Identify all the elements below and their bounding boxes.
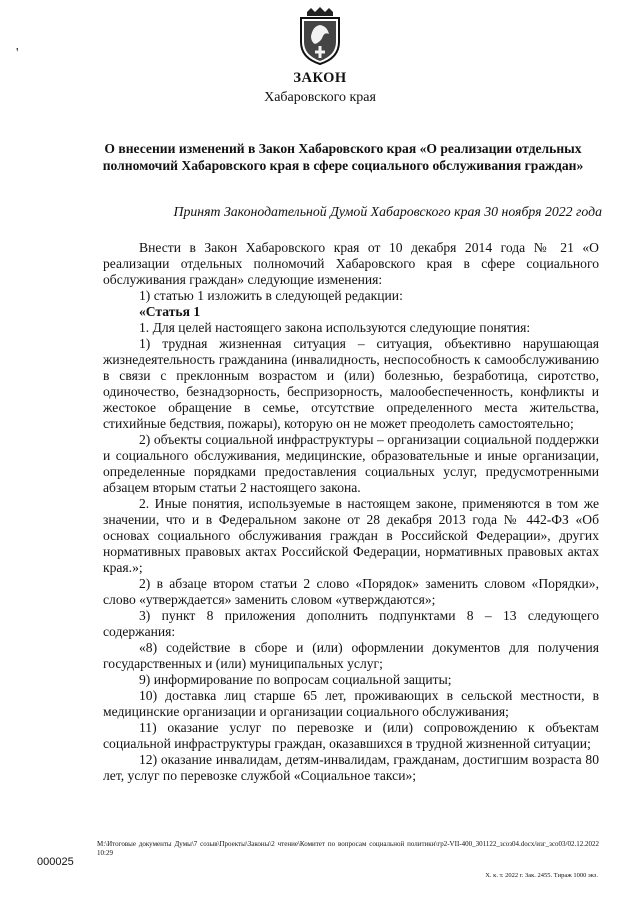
paragraph: 9) информирование по вопросам социальной защиты; — [139, 672, 452, 687]
paragraph: 10) доставка лиц старше 65 лет, проживающих в сельской местности, в медицинские организации и организации социального обслуживания; — [103, 688, 599, 719]
paragraph: 2) объекты социальной инфраструктуры – организации социальной поддержки и социального обслуживания, медицинские, образовательные и иные организации, определенные порядками предоставления социальных услуг, предусмотренными абзацем вторым статьи 2 настоящего закона. — [103, 432, 599, 495]
paragraph: 12) оказание инвалидам, детям-инвалидам, гражданам, достигшим возраста 80 лет, услуг по перевозке службой «Социальное такси»; — [103, 752, 599, 783]
corner-mark: ' — [16, 46, 19, 61]
paragraph: 1) трудная жизненная ситуация – ситуация, объективно нарушающая жизнедеятельность гражданина (инвалидность, неспособность к самообслуживанию в связи с преклонным возрастом и (или) болезнью, безработица, сиротство, одиночество, безнадзорность, беспризорность, малообеспеченность, конфликты и жестокое обращение в семье, отсутствие определенного места жительства, стихийные бедствия, пожары), которую он не может преодолеть самостоятельно; — [103, 336, 599, 431]
print-info: Х. к. т. 2022 г. Зак. 2455. Тираж 1000 экз. — [485, 872, 598, 879]
paragraph: 2) в абзаце втором статьи 2 слово «Порядок» заменить словом «Порядки», слово «утверждается» заменить словом «утверждаются»; — [103, 576, 599, 607]
khabarovsk-coat-of-arms-icon — [297, 6, 343, 66]
adoption-note: Принят Законодательной Думой Хабаровского края 30 ноября 2022 года — [173, 204, 602, 219]
law-subject: О внесении изменений в Закон Хабаровского края «О реализации отдельных полномочий Хабаровского края в сфере социального обслуживания граждан» — [102, 141, 584, 173]
paragraph: 3) пункт 8 приложения дополнить подпунктами 8 – 13 следующего содержания: — [103, 608, 599, 639]
file-path-footer: M:\Итоговые документы Думы\7 созыв\Проекты\Законы\2 чтение\Комитет по вопросам социальной политики\гр2-VII-400_301122_зсоз04.docx/изг_зсо03/02.12.2022 10:29 — [97, 840, 599, 857]
paragraph: 1. Для целей настоящего закона используются следующие понятия: — [139, 320, 531, 335]
paragraph: 1) статью 1 изложить в следующей редакции: — [139, 288, 403, 303]
paragraph: 11) оказание услуг по перевозке и (или) сопровождению к объектам социальной инфраструктуры граждан, оказавшихся в трудной жизненной ситуации; — [103, 720, 599, 751]
paragraph: Внести в Закон Хабаровского края от 10 декабря 2014 года № 21 «О реализации отдельных полномочий Хабаровского края в сфере социального обслуживания граждан» следующие изменения: — [103, 240, 599, 287]
law-body — [103, 240, 599, 784]
article-heading: «Статья 1 — [139, 304, 201, 319]
law-title: ЗАКОН — [293, 70, 347, 86]
document-code: 000025 — [37, 856, 74, 868]
paragraph: «8) содействие в сборе и (или) оформлении документов для получения государственных и (или) муниципальных услуг; — [103, 640, 599, 671]
paragraph: 2. Иные понятия, используемые в настоящем законе, применяются в том же значении, что и в Федеральном законе от 28 декабря 2013 года № 442-ФЗ «Об основах социального обслуживания граждан в Российской Федерации», других нормативных правовых актах Российской Федерации, нормативных правовых актах края.»; — [103, 496, 599, 575]
law-region: Хабаровского края — [264, 90, 376, 105]
